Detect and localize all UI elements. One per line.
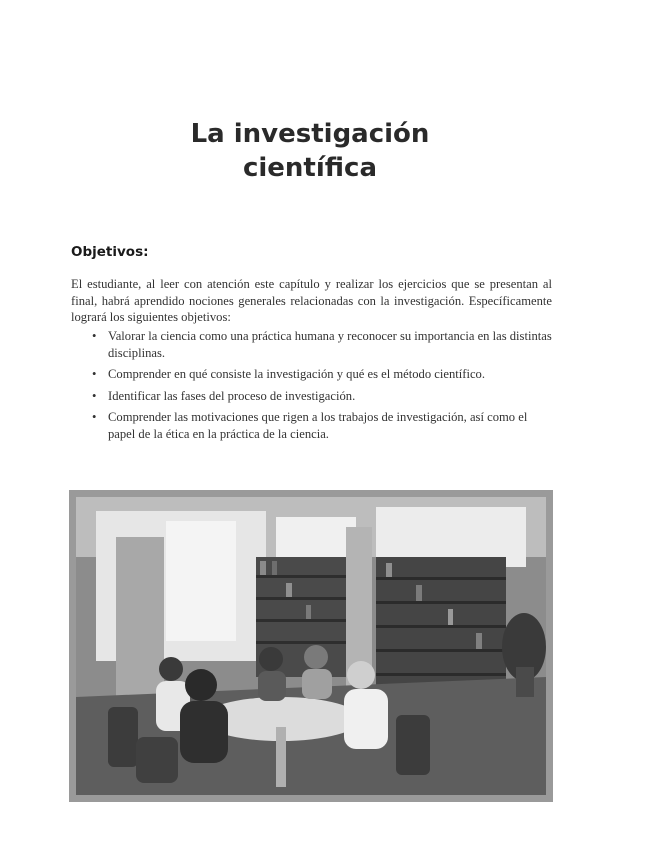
chapter-title-line-2: científica bbox=[242, 153, 378, 183]
objectives-intro: El estudiante, al leer con atención este capítulo y realizar los ejercicios que se presentan al final, habrá aprendido nociones generales relacionadas con la investigación. Específicamente logrará los siguientes objetivos: bbox=[71, 277, 552, 324]
chapter-title-line-1: La investigación bbox=[190, 119, 430, 149]
library-scene-illustration bbox=[76, 497, 546, 795]
objective-item: • Valorar la ciencia como una práctica humana y reconocer su importancia en las distintas disciplinas. bbox=[90, 328, 552, 361]
objective-item: • Comprender en qué consiste la investigación y qué es el método científico. bbox=[90, 366, 552, 383]
objective-item: • Comprender las motivaciones que rigen a los trabajos de investigación, así como el papel de la ética en la práctica de la ciencia. bbox=[90, 409, 552, 442]
objectives-list bbox=[90, 328, 552, 447]
objectives-heading: Objetivos: bbox=[71, 244, 149, 260]
objective-item: • Identificar las fases del proceso de investigación. bbox=[90, 388, 552, 405]
library-photo bbox=[69, 490, 553, 802]
chapter-title bbox=[0, 117, 620, 185]
